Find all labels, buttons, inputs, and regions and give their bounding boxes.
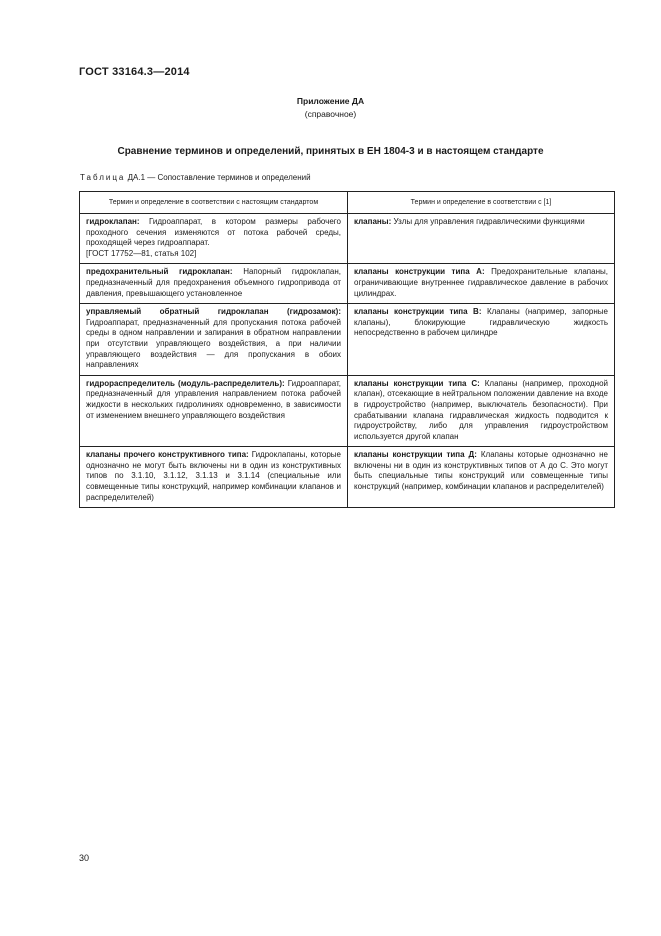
term-definition: Клапаны (например, проходной клапан), отсекающие в нейтральном положении давление на входе в гидроустройство (например, выключатель безопасности). При срабатывании клапана гидравлическая жидкость подводится к гидроустройству, либо для управления гидроустройством используется другой клапан — [354, 378, 608, 441]
term-definition: Гидроаппарат, предназначенный для пропускания потока рабочей среды в одном направлении и запирания в обратном направлении при отсутствии управляющего воздействия, а при наличии управляющего воздействия — для пропускания в обоих направлениях — [86, 317, 341, 370]
en-term-cell — [348, 304, 615, 376]
national-term-cell — [80, 375, 348, 447]
national-term-cell — [80, 214, 348, 264]
term-definition: Узлы для управления гидравлическими функциями — [393, 217, 585, 226]
term-definition: Гидроаппарат, в котором размеры рабочего проходного сечения изменяются от потока рабочей среды, проходящей через гидроаппарат. — [86, 217, 341, 248]
document-code: ГОСТ 33164.3—2014 — [79, 66, 190, 78]
term-name: клапаны конструкции типа А: — [354, 267, 485, 277]
table-caption-label: Таблица — [80, 173, 126, 182]
table-caption-text: ДА.1 — Сопоставление терминов и определений — [127, 173, 311, 182]
term-name: гидроклапан: — [86, 217, 140, 226]
table-row — [80, 375, 615, 447]
appendix-note: (справочное) — [304, 109, 357, 119]
term-name: клапаны: — [354, 217, 392, 226]
en-term-cell — [348, 214, 615, 264]
term-reference: [ГОСТ 17752—81, статья 102] — [86, 248, 197, 258]
term-definition: Гидроаппарат, предназначенный для управления направлением потока рабочей жидкости в нескольких гидролиниях одновременно, в зависимости от изменением внешнего управляющего воздействия — [86, 378, 341, 420]
appendix-title: Приложение ДА — [296, 96, 365, 106]
table-row — [80, 214, 615, 264]
terms-comparison-table — [79, 191, 615, 508]
term-definition: Напорный гидроклапан, предназначенный для предохранения объемного гидропривода от давления, превышающего установленное — [86, 267, 341, 298]
term-definition: Предохранительные клапаны, ограничивающие внутреннее гидравлическое давление в рабочих цилиндрах. — [354, 267, 608, 298]
term-name: клапаны прочего конструктивного типа: — [86, 450, 249, 460]
table-row — [80, 304, 615, 376]
term-definition: Гидроклапаны, которые однозначно не могут быть включены ни в один из конструктивных типов по 3.1.10, 3.1.12, 3.1.13 и 3.1.14 (специальные или совмещенные типы конструкций, например комбинации клапанов и распределителей) — [86, 450, 341, 502]
national-term-cell — [80, 264, 348, 304]
en-term-cell — [348, 447, 615, 508]
en-term-cell — [348, 375, 615, 447]
section-title: Сравнение терминов и определений, принятых в ЕН 1804-3 и в настоящем стандарте — [117, 146, 544, 157]
term-name: клапаны конструкции типа С: — [354, 378, 480, 388]
table-row — [80, 264, 615, 304]
national-term-cell — [80, 447, 348, 508]
term-definition: Клапаны которые однозначно не включены ни в один из конструктивных типов от А до С. Это могут быть специальные типы конструкций или совмещенные типы конструкций (например, комбинации клапанов и распределителей) — [354, 450, 608, 492]
table-row — [80, 447, 615, 508]
term-name: предохранительный гидроклапан: — [86, 267, 233, 277]
page-number: 30 — [79, 853, 90, 863]
term-name: клапаны конструкции типа В: — [354, 307, 482, 317]
national-term-cell — [80, 304, 348, 376]
term-name: клапаны конструкции типа Д: — [354, 450, 477, 460]
en-term-cell — [348, 264, 615, 304]
term-definition: Клапаны (например, запорные клапаны), блокирующие гидравлическую жидкость непосредственно в рабочем цилиндре — [354, 307, 608, 338]
column-header-en: Термин и определение в соответствии с [1] — [348, 192, 615, 214]
column-header-national: Термин и определение в соответствии с настоящим стандартом — [80, 192, 348, 214]
table-caption — [80, 173, 311, 182]
term-name: гидрораспределитель (модуль-распределитель): — [86, 378, 285, 388]
appendix-heading — [0, 95, 661, 121]
term-name: управляемый обратный гидроклапан (гидрозамок): — [86, 307, 341, 317]
table-header-row — [80, 192, 615, 214]
